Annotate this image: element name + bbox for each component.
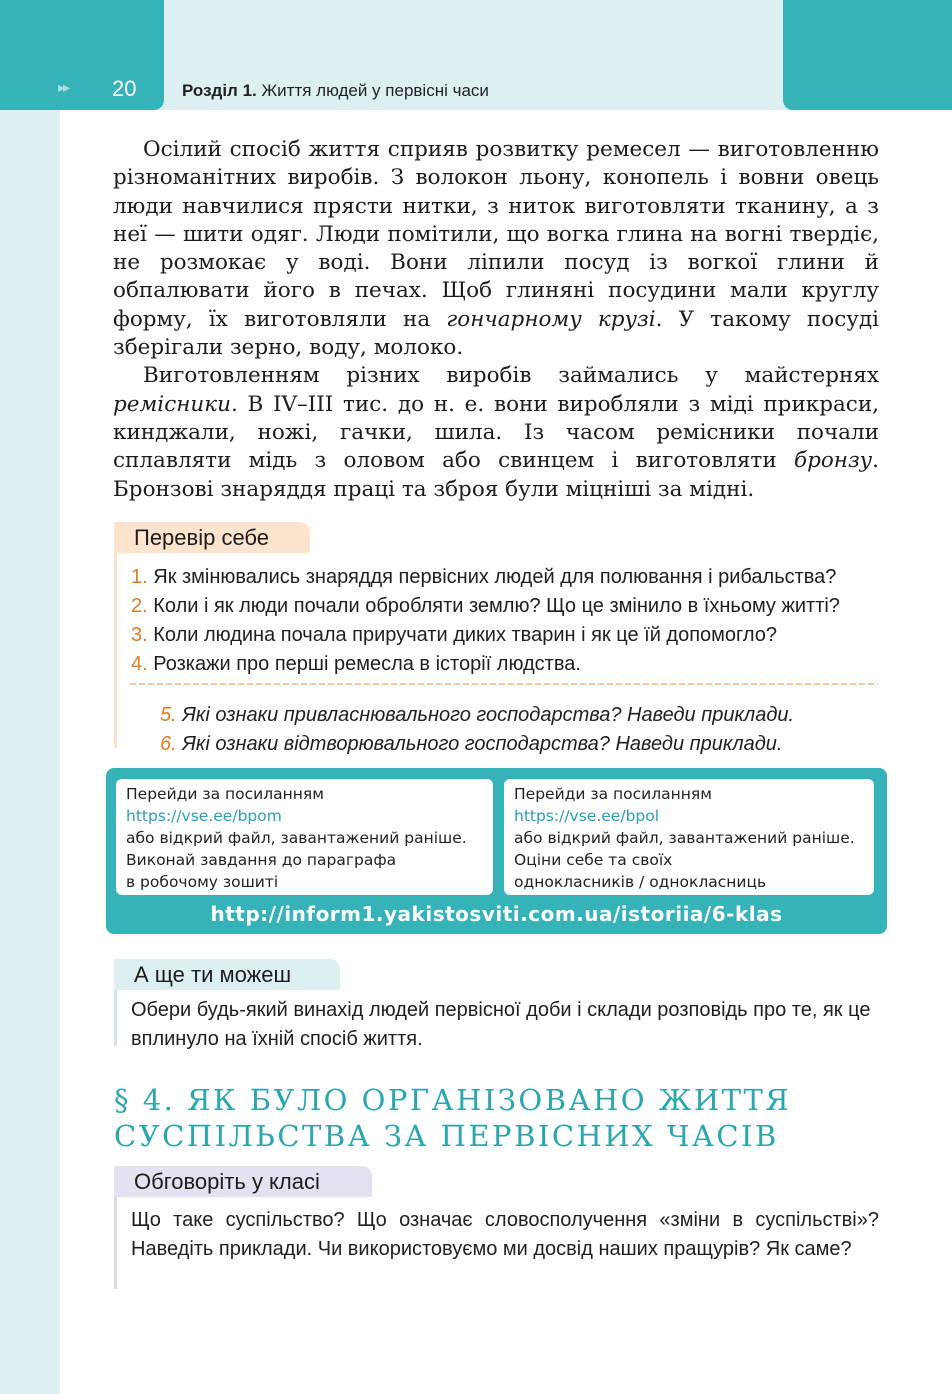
- question-item: 6. Які ознаки відтворювального господарства? Наведи приклади.: [160, 733, 783, 755]
- section-heading: § 4. ЯК БУЛО ОРГАНІЗОВАНО ЖИТТЯ СУСПІЛЬСТВА ЗА ПЕРВІСНИХ ЧАСІВ: [114, 1083, 792, 1153]
- self-assessment-link[interactable]: https://vse.ee/bpol: [514, 807, 660, 825]
- questions-list: [131, 563, 840, 679]
- term-artisans: ремісники: [113, 391, 231, 417]
- advanced-questions-list: [160, 701, 794, 759]
- check-yourself-bar: [114, 553, 117, 748]
- link-card-self-assessment: Перейди за посиланням https://vse.ee/bpol або відкрий файл, завантажений раніше. Оціни себе та своїх однокласників / однокласниць: [504, 779, 874, 895]
- page-tab-left: [0, 0, 164, 110]
- running-head: [182, 81, 489, 101]
- discuss-text: Що таке суспільство? Що означає словосполучення «зміни в суспільстві»? Наведіть приклади. Чи використовуємо ми досвід наших пращурів? Як саме?: [131, 1209, 879, 1260]
- question-item: 1. Як змінювались знаряддя первісних людей для полювання і рибальства?: [131, 566, 837, 588]
- question-item: 5. Які ознаки привласнювального господарства? Наведи приклади.: [160, 704, 795, 726]
- can-also-text: Обери будь-який винахід людей первісної доби і склади розповідь про те, як це вплинуло на їхній спосіб життя.: [131, 999, 871, 1050]
- term-bronze: бронзу: [793, 448, 873, 474]
- question-item: 3. Коли людина почала приручати диких тварин і як це їй допомогло?: [131, 624, 778, 646]
- chapter-label: Розділ 1.: [182, 81, 257, 100]
- resource-url-link[interactable]: http://inform1.yakistosviti.com.ua/istoriia/6-klas: [210, 902, 783, 926]
- discuss-label: Обговоріть у класі: [114, 1166, 372, 1197]
- online-resources-panel: [106, 768, 887, 934]
- main-text: [113, 136, 879, 504]
- double-arrow-icon: ▸▸: [58, 80, 69, 96]
- can-also-label: А ще ти можеш: [114, 959, 340, 990]
- paragraph-1: Осілий спосіб життя сприяв розвитку ремесел — виготовленню різноманітних виробів. З волокон льону, конопель і вовни овець люди навчилися прясти нитки, з ниток виготовляти тканину, а з неї — шити одяг. Люди помітили, що вогка глина на вогні твердіє, не розмокає у воді. Вони ліпили посуд із вогкої глини й обпалювати його в печах. Щоб глиняні посудини мали круглу форму, їх виготовляли на гончарному крузі. У такому посуді зберігали зерно, воду, молоко.: [113, 137, 880, 361]
- wavy-divider: [130, 683, 878, 685]
- left-margin-strip: [0, 0, 60, 1394]
- can-also-bar: [114, 990, 117, 1046]
- page-tab-right: [783, 0, 952, 110]
- chapter-title: Життя людей у первісні часи: [256, 81, 489, 100]
- discuss-bar: [114, 1197, 117, 1289]
- link-card-workbook: Перейди за посиланням https://vse.ee/bpom або відкрий файл, завантажений раніше. Виконай завдання до параграфа в робочому зошиті: [116, 779, 493, 895]
- question-item: 2. Коли і як люди почали обробляти землю? Що це змінило в їхньому житті?: [131, 595, 840, 617]
- paragraph-2: Виготовленням різних виробів займались у майстернях ремісники. В IV–III тис. до н. е. вони виробляли з міді прикраси, кинджали, ножі, гачки, шила. Із часом ремісники почали сплавляти мідь з оловом або свинцем і виготовляти бронзу. Бронзові знаряддя праці та зброя були міцніші за мідні.: [113, 363, 879, 502]
- check-yourself-label: Перевір себе: [114, 522, 310, 553]
- workbook-link[interactable]: https://vse.ee/bpom: [126, 807, 282, 825]
- question-item: 4. Розкажи про перші ремесла в історії людства.: [131, 653, 581, 675]
- page-number: 20: [112, 76, 137, 101]
- term-pottery-wheel: гончарному крузі: [446, 306, 656, 332]
